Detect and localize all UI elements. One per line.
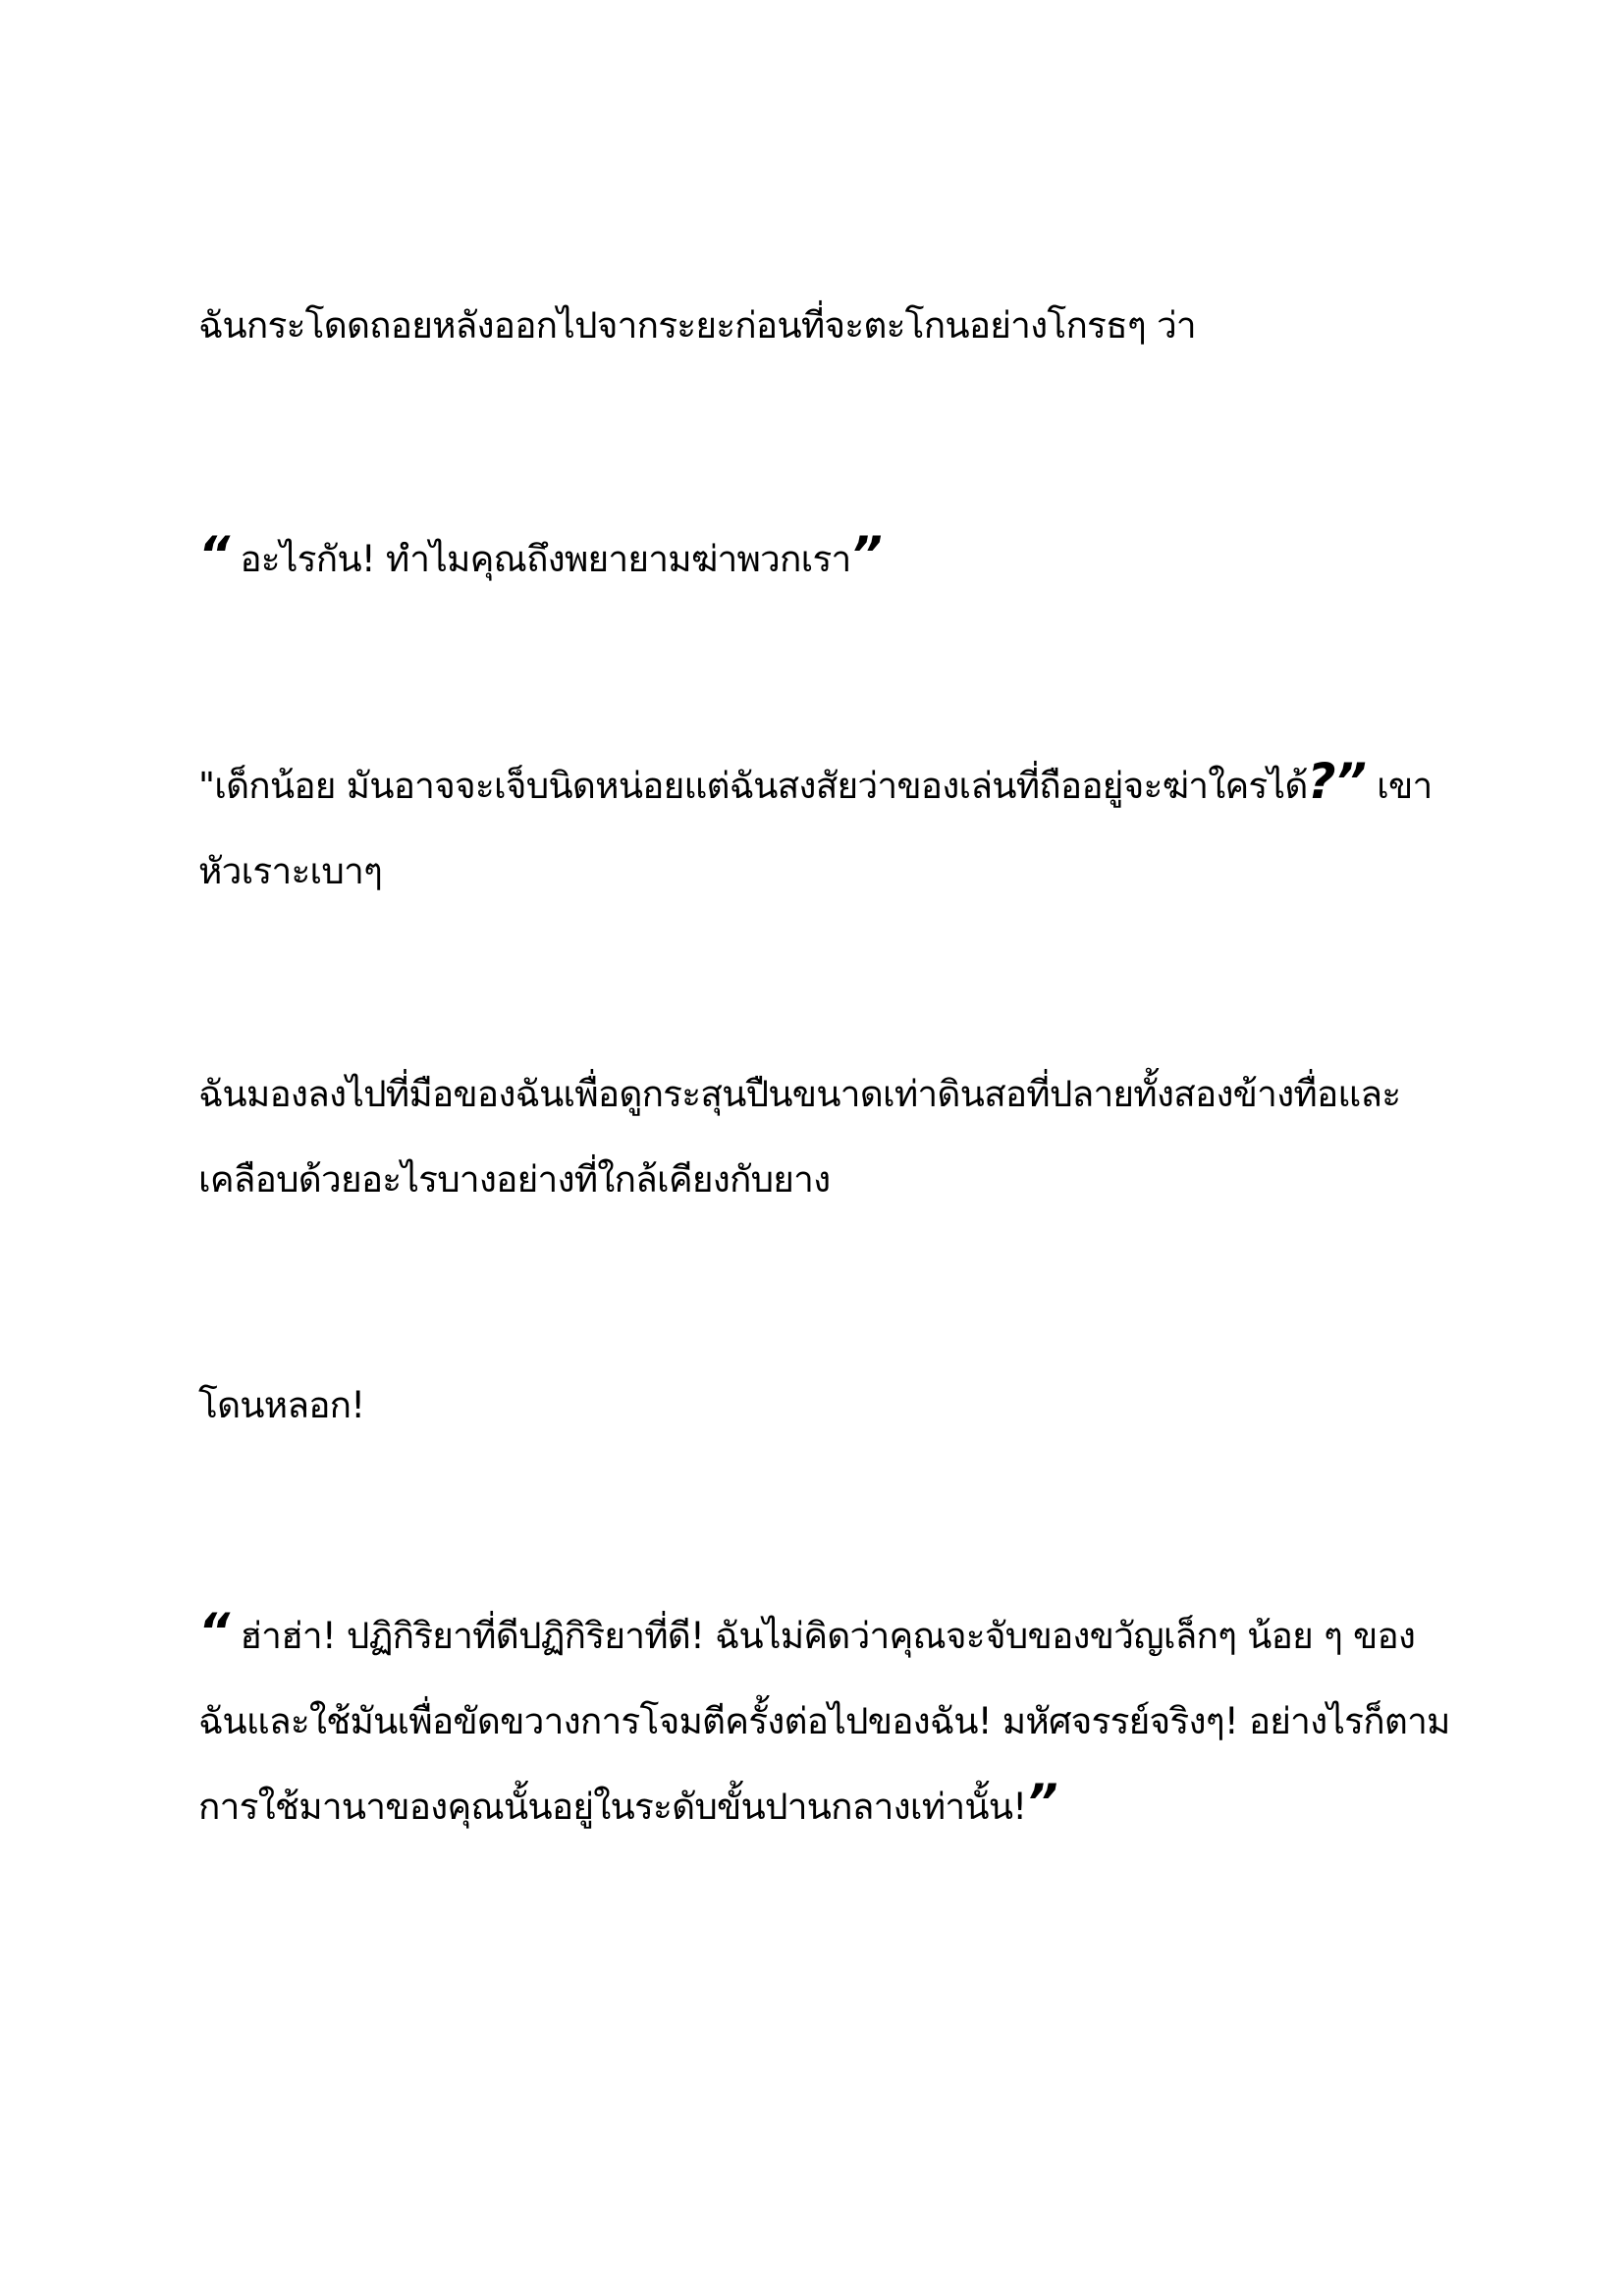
paragraph-1-line-1: ฉันกระโดดถอยหลังออกไปจากระยะก่อนที่จะตะโกนอย่างโกรธๆ ว่า	[198, 304, 1196, 347]
paragraph-6	[198, 1593, 1450, 1849]
paragraph-5-line-1: โดนหลอก!	[198, 1384, 365, 1426]
paragraph-6-line-3	[198, 1764, 1435, 1849]
paragraph-2	[198, 516, 1435, 602]
close-quote-mark: ”	[1026, 1774, 1057, 1831]
paragraph-4-line-2: เคลือบด้วยอะไรบางอย่างที่ใกล้เคียงกับยาง	[198, 1158, 831, 1201]
paragraph-3	[198, 743, 1435, 914]
paragraph-1	[198, 283, 1435, 368]
paragraph-6-text-3: การใช้มานาของคุณนั้นอยู่ในระดับขั้นปานกลางเท่านั้น!	[198, 1786, 1027, 1828]
paragraph-6-line-2: ฉันและใช้มันเพื่อขัดขวางการโจมตีครั้งต่อไปของฉัน! มหัศจรรย์จริงๆ! อย่างไรก็ตาม	[198, 1700, 1450, 1742]
open-quote-mark: “	[198, 526, 230, 583]
paragraph-3-line-1	[198, 743, 1435, 828]
open-quote-mark: “	[198, 1603, 230, 1660]
paragraph-4	[198, 1051, 1435, 1222]
paragraph-6-text-1: ฮ่าฮ่า! ปฏิกิริยาที่ดีปฏิกิริยาที่ดี! ฉันไม่คิดว่าคุณจะจับของขวัญเล็กๆ น้อย ๆ ของ	[229, 1615, 1416, 1657]
paragraph-3-tail: เขา	[1366, 765, 1433, 807]
question-quote-mark: ?”	[1307, 753, 1367, 810]
paragraph-3-line-2: หัวเราะเบาๆ	[198, 850, 383, 892]
paragraph-5	[198, 1362, 1435, 1448]
paragraph-4-line-1: ฉันมองลงไปที่มือของฉันเพื่อดูกระสุนปืนขนาดเท่าดินสอที่ปลายทั้งสองข้างทื่อและ	[198, 1073, 1401, 1115]
paragraph-2-text: อะไรกัน! ทำไมคุณถึงพยายามฆ่าพวกเรา	[229, 538, 851, 580]
paragraph-2-line-1	[198, 516, 1435, 602]
close-quote-mark: ”	[850, 526, 882, 583]
paragraph-3-text: "เด็กน้อย มันอาจจะเจ็บนิดหน่อยแต่ฉันสงสัยว่าของเล่นที่ถืออยู่จะฆ่าใครได้	[198, 765, 1308, 807]
paragraph-6-line-1	[198, 1593, 1435, 1679]
